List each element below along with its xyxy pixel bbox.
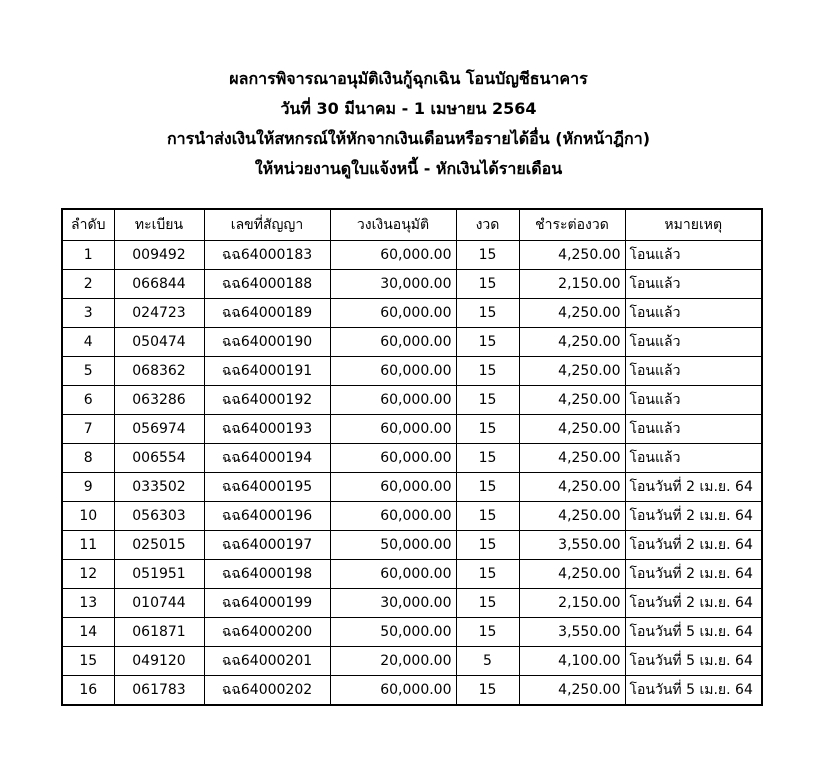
cell-remark: โอนวันที่ 5 เม.ย. 64 — [625, 647, 762, 676]
cell-contract-no: ฉฉ64000192 — [204, 386, 330, 415]
table-row — [62, 473, 762, 502]
cell-seq: 9 — [62, 473, 114, 502]
col-header-member-id: ทะเบียน — [114, 209, 204, 241]
cell-approved-amount: 60,000.00 — [330, 676, 456, 706]
cell-payment-per-installment: 4,250.00 — [519, 444, 625, 473]
cell-approved-amount: 60,000.00 — [330, 357, 456, 386]
document-header — [0, 64, 817, 184]
cell-approved-amount: 60,000.00 — [330, 444, 456, 473]
cell-contract-no: ฉฉ64000195 — [204, 473, 330, 502]
cell-seq: 14 — [62, 618, 114, 647]
cell-member-id: 061783 — [114, 676, 204, 706]
cell-payment-per-installment: 3,550.00 — [519, 531, 625, 560]
table-row — [62, 502, 762, 531]
cell-seq: 15 — [62, 647, 114, 676]
cell-remark: โอนวันที่ 5 เม.ย. 64 — [625, 676, 762, 706]
cell-approved-amount: 30,000.00 — [330, 589, 456, 618]
cell-approved-amount: 60,000.00 — [330, 328, 456, 357]
cell-installments: 15 — [456, 386, 519, 415]
cell-remark: โอนวันที่ 2 เม.ย. 64 — [625, 502, 762, 531]
cell-remark: โอนวันที่ 2 เม.ย. 64 — [625, 473, 762, 502]
cell-member-id: 025015 — [114, 531, 204, 560]
cell-contract-no: ฉฉ64000200 — [204, 618, 330, 647]
cell-seq: 6 — [62, 386, 114, 415]
cell-approved-amount: 60,000.00 — [330, 386, 456, 415]
cell-member-id: 050474 — [114, 328, 204, 357]
cell-approved-amount: 60,000.00 — [330, 299, 456, 328]
cell-installments: 15 — [456, 589, 519, 618]
table-row — [62, 589, 762, 618]
cell-installments: 15 — [456, 328, 519, 357]
table-header-row — [62, 209, 762, 241]
cell-member-id: 056974 — [114, 415, 204, 444]
cell-remark: โอนวันที่ 2 เม.ย. 64 — [625, 589, 762, 618]
cell-seq: 5 — [62, 357, 114, 386]
col-header-remark: หมายเหตุ — [625, 209, 762, 241]
table-row — [62, 328, 762, 357]
cell-contract-no: ฉฉ64000191 — [204, 357, 330, 386]
cell-seq: 10 — [62, 502, 114, 531]
cell-contract-no: ฉฉ64000201 — [204, 647, 330, 676]
col-header-seq: ลำดับ — [62, 209, 114, 241]
cell-remark: โอนแล้ว — [625, 357, 762, 386]
cell-member-id: 049120 — [114, 647, 204, 676]
cell-contract-no: ฉฉ64000199 — [204, 589, 330, 618]
cell-remark: โอนแล้ว — [625, 415, 762, 444]
cell-payment-per-installment: 2,150.00 — [519, 270, 625, 299]
cell-remark: โอนแล้ว — [625, 386, 762, 415]
cell-installments: 15 — [456, 473, 519, 502]
cell-member-id: 063286 — [114, 386, 204, 415]
cell-remark: โอนวันที่ 2 เม.ย. 64 — [625, 560, 762, 589]
cell-contract-no: ฉฉ64000183 — [204, 241, 330, 270]
col-header-approved-amount: วงเงินอนุมัติ — [330, 209, 456, 241]
cell-payment-per-installment: 4,250.00 — [519, 299, 625, 328]
cell-contract-no: ฉฉ64000202 — [204, 676, 330, 706]
cell-installments: 15 — [456, 444, 519, 473]
cell-contract-no: ฉฉ64000197 — [204, 531, 330, 560]
cell-seq: 2 — [62, 270, 114, 299]
cell-approved-amount: 60,000.00 — [330, 473, 456, 502]
cell-seq: 1 — [62, 241, 114, 270]
cell-installments: 15 — [456, 560, 519, 589]
cell-member-id: 024723 — [114, 299, 204, 328]
cell-seq: 12 — [62, 560, 114, 589]
cell-remark: โอนแล้ว — [625, 299, 762, 328]
cell-seq: 16 — [62, 676, 114, 706]
cell-seq: 7 — [62, 415, 114, 444]
table-row — [62, 357, 762, 386]
cell-installments: 15 — [456, 531, 519, 560]
cell-approved-amount: 50,000.00 — [330, 531, 456, 560]
document-title: ผลการพิจารณาอนุมัติเงินกู้ฉุกเฉิน โอนบัญชีธนาคาร — [229, 69, 588, 88]
cell-installments: 15 — [456, 299, 519, 328]
cell-contract-no: ฉฉ64000189 — [204, 299, 330, 328]
cell-member-id: 010744 — [114, 589, 204, 618]
cell-payment-per-installment: 4,250.00 — [519, 502, 625, 531]
cell-remark: โอนแล้ว — [625, 444, 762, 473]
cell-remark: โอนแล้ว — [625, 328, 762, 357]
cell-installments: 5 — [456, 647, 519, 676]
table-body — [62, 241, 762, 706]
cell-installments: 15 — [456, 502, 519, 531]
loan-approval-table — [61, 208, 763, 706]
table-row — [62, 444, 762, 473]
cell-payment-per-installment: 4,250.00 — [519, 415, 625, 444]
cell-seq: 11 — [62, 531, 114, 560]
cell-payment-per-installment: 2,150.00 — [519, 589, 625, 618]
table-row — [62, 241, 762, 270]
cell-payment-per-installment: 4,250.00 — [519, 241, 625, 270]
cell-approved-amount: 60,000.00 — [330, 241, 456, 270]
cell-contract-no: ฉฉ64000193 — [204, 415, 330, 444]
cell-payment-per-installment: 4,250.00 — [519, 386, 625, 415]
col-header-installments: งวด — [456, 209, 519, 241]
cell-payment-per-installment: 4,250.00 — [519, 473, 625, 502]
cell-contract-no: ฉฉ64000194 — [204, 444, 330, 473]
cell-member-id: 006554 — [114, 444, 204, 473]
cell-payment-per-installment: 4,100.00 — [519, 647, 625, 676]
cell-approved-amount: 30,000.00 — [330, 270, 456, 299]
table-row — [62, 270, 762, 299]
cell-approved-amount: 20,000.00 — [330, 647, 456, 676]
cell-payment-per-installment: 4,250.00 — [519, 357, 625, 386]
cell-remark: โอนแล้ว — [625, 270, 762, 299]
cell-approved-amount: 60,000.00 — [330, 415, 456, 444]
table-row — [62, 618, 762, 647]
cell-approved-amount: 50,000.00 — [330, 618, 456, 647]
cell-installments: 15 — [456, 270, 519, 299]
table-row — [62, 531, 762, 560]
cell-payment-per-installment: 4,250.00 — [519, 328, 625, 357]
cell-member-id: 066844 — [114, 270, 204, 299]
cell-seq: 3 — [62, 299, 114, 328]
table-row — [62, 560, 762, 589]
cell-installments: 15 — [456, 676, 519, 706]
cell-seq: 8 — [62, 444, 114, 473]
cell-contract-no: ฉฉ64000190 — [204, 328, 330, 357]
cell-member-id: 056303 — [114, 502, 204, 531]
cell-installments: 15 — [456, 618, 519, 647]
cell-seq: 4 — [62, 328, 114, 357]
cell-payment-per-installment: 4,250.00 — [519, 676, 625, 706]
cell-approved-amount: 60,000.00 — [330, 560, 456, 589]
col-header-contract-no: เลขที่สัญญา — [204, 209, 330, 241]
cell-contract-no: ฉฉ64000198 — [204, 560, 330, 589]
cell-approved-amount: 60,000.00 — [330, 502, 456, 531]
table-row — [62, 386, 762, 415]
cell-installments: 15 — [456, 415, 519, 444]
cell-member-id: 009492 — [114, 241, 204, 270]
unit-instruction: ให้หน่วยงานดูใบแจ้งหนี้ - หักเงินได้รายเดือน — [254, 159, 563, 178]
payment-instruction: การนำส่งเงินให้สหกรณ์ให้หักจากเงินเดือนหรือรายได้อื่น (หักหน้าฎีกา) — [166, 129, 651, 148]
table-row — [62, 415, 762, 444]
cell-payment-per-installment: 4,250.00 — [519, 560, 625, 589]
table-row — [62, 299, 762, 328]
cell-member-id: 068362 — [114, 357, 204, 386]
cell-installments: 15 — [456, 241, 519, 270]
date-range: วันที่ 30 มีนาคม - 1 เมษายน 2564 — [280, 99, 537, 118]
cell-seq: 13 — [62, 589, 114, 618]
table-row — [62, 676, 762, 706]
cell-payment-per-installment: 3,550.00 — [519, 618, 625, 647]
table-row — [62, 647, 762, 676]
col-header-payment-per-installment: ชำระต่องวด — [519, 209, 625, 241]
cell-contract-no: ฉฉ64000196 — [204, 502, 330, 531]
cell-contract-no: ฉฉ64000188 — [204, 270, 330, 299]
cell-installments: 15 — [456, 357, 519, 386]
cell-member-id: 051951 — [114, 560, 204, 589]
cell-remark: โอนแล้ว — [625, 241, 762, 270]
cell-remark: โอนวันที่ 2 เม.ย. 64 — [625, 531, 762, 560]
cell-member-id: 061871 — [114, 618, 204, 647]
cell-member-id: 033502 — [114, 473, 204, 502]
cell-remark: โอนวันที่ 5 เม.ย. 64 — [625, 618, 762, 647]
